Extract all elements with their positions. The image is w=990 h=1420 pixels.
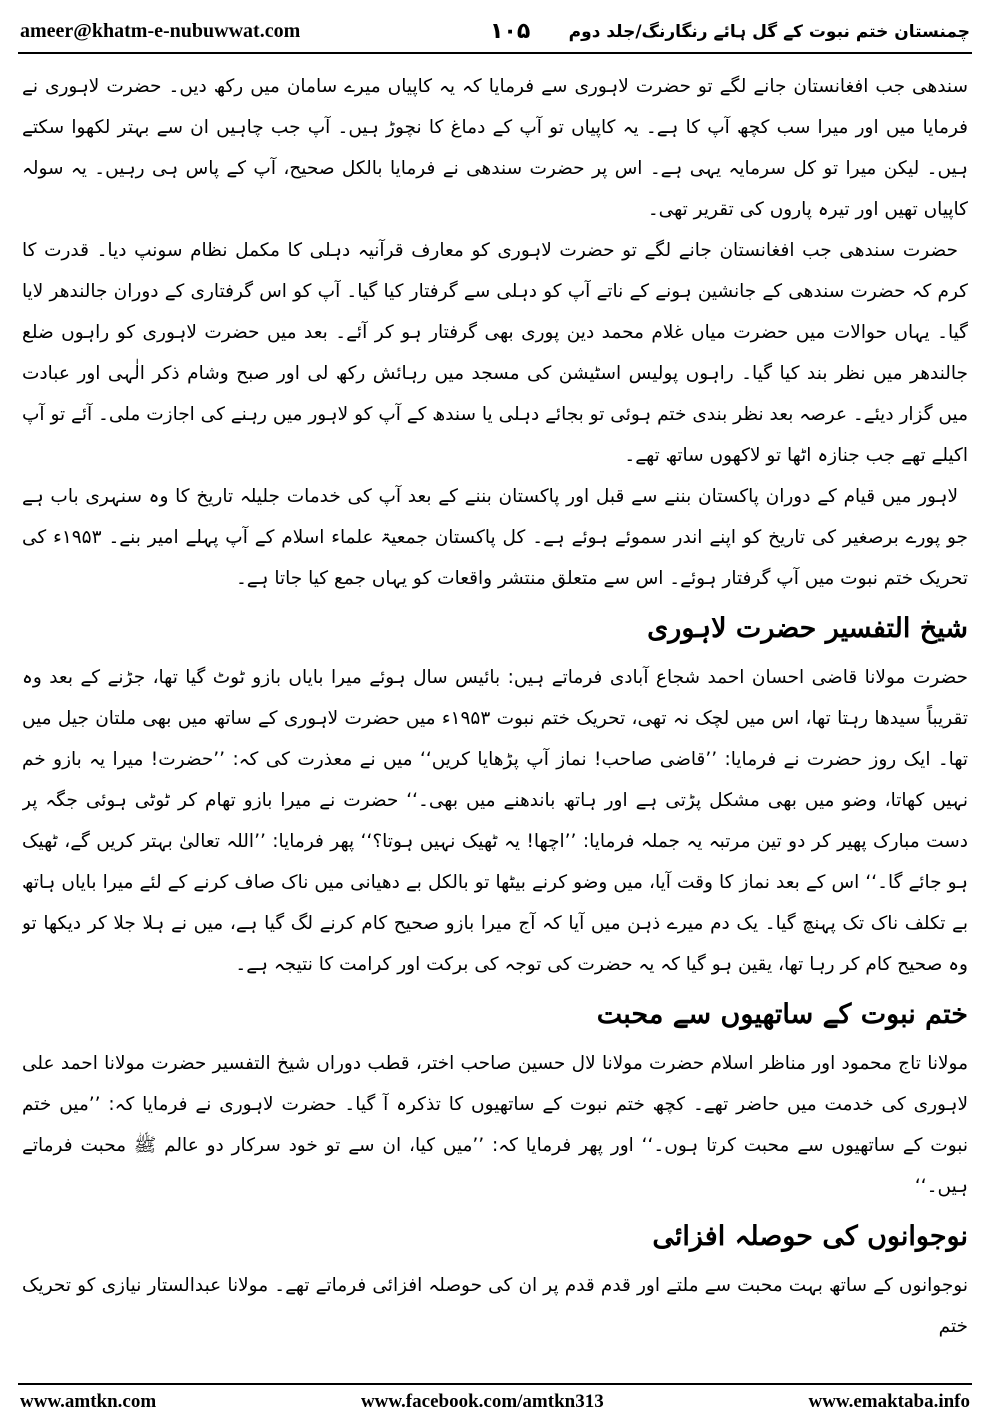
footer-center-url: www.facebook.com/amtkn313	[360, 1391, 604, 1412]
section-2-paragraph: مولانا تاج محمود اور مناظر اسلام حضرت مولانا لال حسین صاحب اختر، قطب دوراں شیخ التفسیر حضرت مولانا احمد علی لاہوری کی خدمت میں حاضر تھے۔ کچھ ختم نبوت کے ساتھیوں کا تذکرہ آ گیا۔ حضرت لاہوری نے فرمایا کہ: ’’میں ختم نبوت کے ساتھیوں سے محبت کرتا ہوں۔‘‘ اور پھر فرمایا کہ: ’’میں کیا، ان سے تو خود سرکار دو عالم ﷺ محبت فرماتے ہیں۔‘‘	[22, 1053, 968, 1197]
paragraph-1: سندھی جب افغانستان جانے لگے تو حضرت لاہوری سے فرمایا کہ یہ کاپیاں میرے سامان میں رکھ دیں۔ حضرت لاہوری نے فرمایا میں اور میرا سب کچھ آپ کا ہے۔ یہ کاپیاں تو آپ کے دماغ کا نچوڑ ہیں۔ آپ جب چاہیں ان سے بہتر لکھوا سکتے ہیں۔ لیکن میرا تو کل سرمایہ یہی ہے۔ اس پر حضرت سندھی نے فرمایا بالکل صحیح، آپ کے پاس ہی رہیں۔ یہ سولہ کاپیاں تھیں اور تیرہ پاروں کی تقریر تھی۔	[22, 76, 968, 220]
book-title: چمنستان ختم نبوت کے گل ہائے رنگارنگ/جلد دوم	[568, 21, 970, 42]
page-footer	[20, 1388, 970, 1416]
section-1-paragraph: حضرت مولانا قاضی احسان احمد شجاع آبادی فرماتے ہیں: بائیس سال ہوئے میرا بایاں بازو ٹوٹ گیا تھا، جڑنے کے بعد وہ تقریباً سیدھا رہتا تھا، اس میں لچک نہ تھی، تحریک ختم نبوت ۱۹۵۳ء میں حضرت لاہوری کے ساتھ میں بھی ملتان جیل میں تھا۔ ایک روز حضرت نے فرمایا: ’’قاضی صاحب! نماز آپ پڑھایا کریں‘‘ میں نے معذرت کی کہ: ’’حضرت! میرا یہ بازو خم نہیں کھاتا، وضو میں بھی مشکل پڑتی ہے اور ہاتھ باندھنے میں بھی۔‘‘ حضرت نے میرا بازو تھام کر ٹوٹی ہوئی جگہ پر دست مبارک پھیر کر دو تین مرتبہ یہ جملہ فرمایا: ’’اچھا! یہ ٹھیک نہیں ہوتا؟‘‘ پھر فرمایا: ’’اللہ تعالیٰ بہتر کریں گے، ٹھیک ہو جائے گا۔‘‘ اس کے بعد نماز کا وقت آیا، میں وضو کرنے بیٹھا تو بالکل بے دھیانی میں ناک صاف کرنے کے لئے میرا بایاں ہاتھ بے تکلف ناک تک پہنچ گیا۔ یک دم میرے ذہن میں آیا کہ آج میرا بازو صحیح کام کرنے لگ گیا ہے، میں نے ہلا جلا کر دیکھا تو وہ صحیح کام کر رہا تھا، یقین ہو گیا کہ یہ حضرت کی توجہ کی برکت اور کرامت کا نتیجہ ہے۔	[22, 667, 968, 975]
section-heading-companions-love: ختم نبوت کے ساتھیوں سے محبت	[596, 999, 968, 1030]
page-body	[22, 66, 968, 1372]
section-heading-sheikh-ul-tafseer: شیخ التفسیر حضرت لاہوری	[647, 613, 968, 644]
section-heading-youth-encouragement: نوجوانوں کی حوصلہ افزائی	[652, 1221, 968, 1252]
page-header	[20, 14, 970, 48]
header-rule	[18, 52, 972, 54]
paragraph-3: لاہور میں قیام کے دوران پاکستان بننے سے قبل اور پاکستان بننے کے بعد آپ کی خدمات جلیلہ تاریخ کا وہ سنہری باب ہے جو پورے برصغیر کی تاریخ کو اپنے اندر سموئے ہوئے ہے۔ کل پاکستان جمعیۃ علماء اسلام کے آپ پہلے امیر بنے۔ ۱۹۵۳ء کی تحریک ختم نبوت میں آپ گرفتار ہوئے۔ اس سے متعلق منتشر واقعات کو یہاں جمع کیا جاتا ہے۔	[22, 486, 968, 589]
section-3-paragraph: نوجوانوں کے ساتھ بہت محبت سے ملتے اور قدم قدم پر ان کی حوصلہ افزائی فرماتے تھے۔ مولانا عبدالستار نیازی کو تحریک ختم	[22, 1275, 968, 1337]
paragraph-2: حضرت سندھی جب افغانستان جانے لگے تو حضرت لاہوری کو معارف قرآنیہ دہلی کا مکمل نظام سونپ دیا۔ قدرت کا کرم کہ حضرت سندھی کے جانشین ہونے کے ناتے آپ کو دہلی سے گرفتار کیا گیا۔ آپ کو اس گرفتاری کے دوران جالندھر لایا گیا۔ یہاں حوالات میں حضرت میاں غلام محمد دین پوری بھی گرفتار ہو کر آئے۔ بعد میں حضرت لاہوری کو راہوں ضلع جالندھر میں نظر بند کیا گیا۔ راہوں پولیس اسٹیشن کی مسجد میں رہائش رکھ لی اور صبح وشام ذکر الٰہی اور عبادت میں گزار دیئے۔ عرصہ بعد نظر بندی ختم ہوئی تو بجائے دہلی یا سندھ کے آپ کو لاہور میں رہنے کی اجازت ملی۔ آئے تو آپ اکیلے تھے جب جنازہ اٹھا تو لاکھوں ساتھ تھے۔	[22, 240, 968, 466]
footer-right-url: www.emaktaba.info	[808, 1391, 970, 1412]
page-number: ۱۰۵	[490, 18, 531, 44]
footer-left-url: www.amtkn.com	[20, 1391, 157, 1412]
header-email: ameer@khatm-e-nubuwwat.com	[20, 19, 301, 42]
footer-rule	[18, 1383, 972, 1385]
